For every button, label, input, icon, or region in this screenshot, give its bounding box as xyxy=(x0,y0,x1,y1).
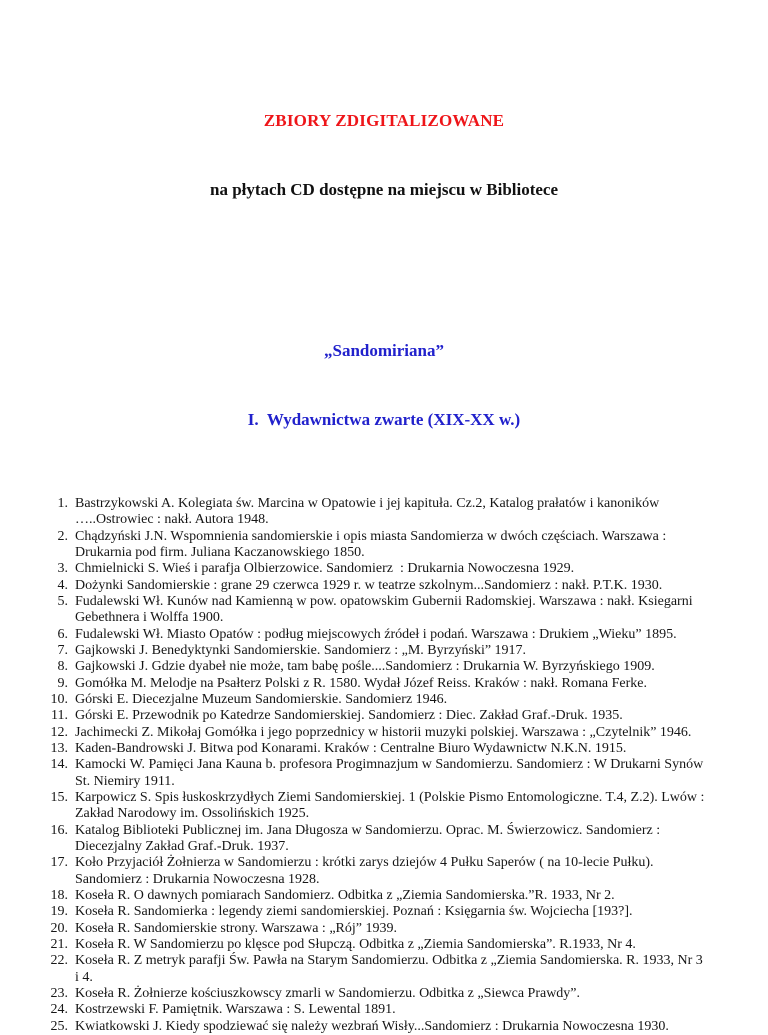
bibliography-entry xyxy=(44,659,768,675)
entry-text: Kamocki W. Pamięci Jana Kauna b. profesora Progimnazjum w Sandomierzu. Sandomierz : W Drukarni Synów St. Niemiry 1911. xyxy=(75,757,707,789)
entry-text: Kwiatkowski J. Kiedy spodziewać się należy wezbrań Wisły...Sandomierz : Drukarnia Nowoczesna 1930. xyxy=(75,1018,669,1034)
entry-number: 23. xyxy=(50,985,68,1001)
entry-number: 5. xyxy=(57,593,68,609)
section-title: I. Wydawnictwa zwarte (XIX-XX w.) xyxy=(247,410,521,429)
entry-text: Jachimecki Z. Mikołaj Gomółka i jego poprzednicy w historii muzyki polskiej. Warszawa : „Czytelnik” 1946. xyxy=(75,724,692,740)
bibliography-entry xyxy=(44,937,768,953)
bibliography-entry xyxy=(44,741,768,757)
entry-number: 4. xyxy=(57,577,68,593)
entry-text: Fudalewski Wł. Kunów nad Kamienną w pow. opatowskim Gubernii Radomskiej. Warszawa : nakł. Ksiegarni Gebethnera i Wolffa 1900. xyxy=(75,593,697,626)
bibliography-entry xyxy=(44,627,768,643)
entry-text: Koseła R. Żołnierze kościuszkowscy zmarli w Sandomierzu. Odbitka z „Siewca Prawdy”. xyxy=(75,985,581,1001)
entry-text: Koseła R. Sandomierskie strony. Warszawa : „Rój” 1939. xyxy=(75,920,397,936)
entry-number: 14. xyxy=(50,757,68,773)
bibliography-entry xyxy=(44,676,768,692)
entry-number: 20. xyxy=(50,920,68,936)
entry-number: 17. xyxy=(50,855,68,871)
entry-number: 10. xyxy=(50,691,68,707)
bibliography-entry xyxy=(44,529,768,562)
entry-number: 9. xyxy=(57,675,68,691)
entry-text: Kostrzewski F. Pamiętnik. Warszawa : S. Lewental 1891. xyxy=(75,1002,396,1018)
entry-number: 2. xyxy=(57,528,68,544)
entry-text: Koseła R. Sandomierka : legendy ziemi sandomierskiej. Poznań : Księgarnia św. Wojciecha [193?]. xyxy=(75,904,633,920)
bibliography-entry xyxy=(44,1002,768,1018)
collection-title: „Sandomiriana” xyxy=(324,341,444,360)
section-header xyxy=(0,293,768,477)
entry-number: 3. xyxy=(57,561,68,577)
bibliography-entry xyxy=(44,904,768,920)
bibliography-entry xyxy=(44,561,768,577)
bibliography-list xyxy=(44,496,768,1035)
bibliography-entry xyxy=(44,594,768,627)
bibliography-entry xyxy=(44,921,768,937)
bibliography-entry xyxy=(44,823,768,856)
bibliography-entry xyxy=(44,986,768,1002)
entry-text: Fudalewski Wł. Miasto Opatów : podług miejscowych źródeł i podań. Warszawa : Drukiem „Wieku” 1895. xyxy=(75,626,677,642)
entry-text: Górski E. Diecezjalne Muzeum Sandomierskie. Sandomierz 1946. xyxy=(75,691,448,707)
entry-number: 22. xyxy=(50,953,68,969)
entry-number: 21. xyxy=(50,936,68,952)
main-title: ZBIORY ZDIGITALIZOWANE xyxy=(263,111,505,130)
entry-text: Koseła R. O dawnych pomiarach Sandomierz. Odbitka z „Ziemia Sandomierska.”R. 1933, Nr 2. xyxy=(75,887,615,903)
entry-text: Bastrzykowski A. Kolegiata św. Marcina w Opatowie i jej kapituła. Cz.2, Katalog prałatów i kanoników …..Ostrowiec : nakł. Autora 1948. xyxy=(75,496,663,528)
entry-text: Górski E. Przewodnik po Katedrze Sandomierskiej. Sandomierz : Diec. Zakład Graf.-Druk. 1935. xyxy=(75,708,623,724)
bibliography-entry xyxy=(44,953,768,986)
bibliography-entry xyxy=(44,578,768,594)
entry-text: Koseła R. W Sandomierzu po klęsce pod Słupczą. Odbitka z „Ziemia Sandomierska”. R.1933, Nr 4. xyxy=(75,936,636,952)
bibliography-entry xyxy=(44,790,768,823)
bibliography-entry xyxy=(44,725,768,741)
entry-text: Katalog Biblioteki Publicznej im. Jana Długosza w Sandomierzu. Oprac. M. Świerzowicz. Sandomierz : Diecezjalny Zakład Graf.-Druk. 1937. xyxy=(75,822,664,854)
bibliography-entry xyxy=(44,888,768,904)
entry-text: Gomółka M. Melodje na Psałterz Polski z R. 1580. Wydał Józef Reiss. Kraków : nakł. Romana Ferke. xyxy=(75,675,648,691)
bibliography-entry xyxy=(44,855,768,888)
entry-text: Chądzyński J.N. Wspomnienia sandomierskie i opis miasta Sandomierza w dwóch częściach. Warszawa : Drukarnia pod firm. Juliana Kaczanowskiego 1850. xyxy=(75,528,670,560)
entry-number: 8. xyxy=(57,659,68,675)
entry-number: 19. xyxy=(50,904,68,920)
entry-number: 12. xyxy=(50,724,68,740)
entry-number: 6. xyxy=(57,626,68,642)
entry-text: Gajkowski J. Benedyktynki Sandomierskie. Sandomierz : „M. Byrzyński” 1917. xyxy=(75,642,527,658)
bibliography-entry xyxy=(44,692,768,708)
bibliography-entry xyxy=(44,643,768,659)
bibliography-entry xyxy=(44,1019,768,1035)
document-subtitle: na płytach CD dostępne na miejscu w Bibliotece xyxy=(209,180,559,199)
entry-text: Koło Przyjaciół Żołnierza w Sandomierzu : krótki zarys dziejów 4 Pułku Saperów ( na 10-lecie Pułku). Sandomierz : Drukarnia Nowoczesna 1928. xyxy=(75,855,658,887)
entry-text: Chmielnicki S. Wieś i parafja Olbierzowice. Sandomierz : Drukarnia Nowoczesna 1929. xyxy=(75,561,575,577)
entry-text: Karpowicz S. Spis łuskoskrzydłych Ziemi Sandomierskiej. 1 (Polskie Pismo Entomologiczne. T.4, Z.2). Lwów : Zakład Narodowy im. Ossolińskich 1925. xyxy=(75,789,708,822)
entry-number: 16. xyxy=(50,822,68,838)
entry-number: 25. xyxy=(50,1018,68,1034)
document-header xyxy=(0,0,768,247)
bibliography-entry xyxy=(44,757,768,790)
bibliography-entry xyxy=(44,708,768,724)
entry-number: 15. xyxy=(50,789,68,805)
entry-number: 13. xyxy=(50,740,68,756)
bibliography-entry xyxy=(44,496,768,529)
entry-text: Gajkowski J. Gdzie dyabeł nie może, tam babę pośle....Sandomierz : Drukarnia W. Byrzyńskiego 1909. xyxy=(75,659,655,675)
entry-text: Dożynki Sandomierskie : grane 29 czerwca 1929 r. w teatrze szkolnym...Sandomierz : nakł. P.T.K. 1930. xyxy=(75,577,663,593)
entry-number: 24. xyxy=(50,1002,68,1018)
entry-number: 18. xyxy=(50,887,68,903)
entry-number: 1. xyxy=(57,496,68,511)
entry-text: Kaden-Bandrowski J. Bitwa pod Konarami. Kraków : Centralne Biuro Wydawnictw N.K.N. 1915. xyxy=(75,740,627,756)
entry-text: Koseła R. Z metryk parafji Św. Pawła na Starym Sandomierzu. Odbitka z „Ziemia Sandomierska. R. 1933, Nr 3 i 4. xyxy=(75,953,707,985)
entry-number: 11. xyxy=(51,708,68,724)
entry-number: 7. xyxy=(57,642,68,658)
